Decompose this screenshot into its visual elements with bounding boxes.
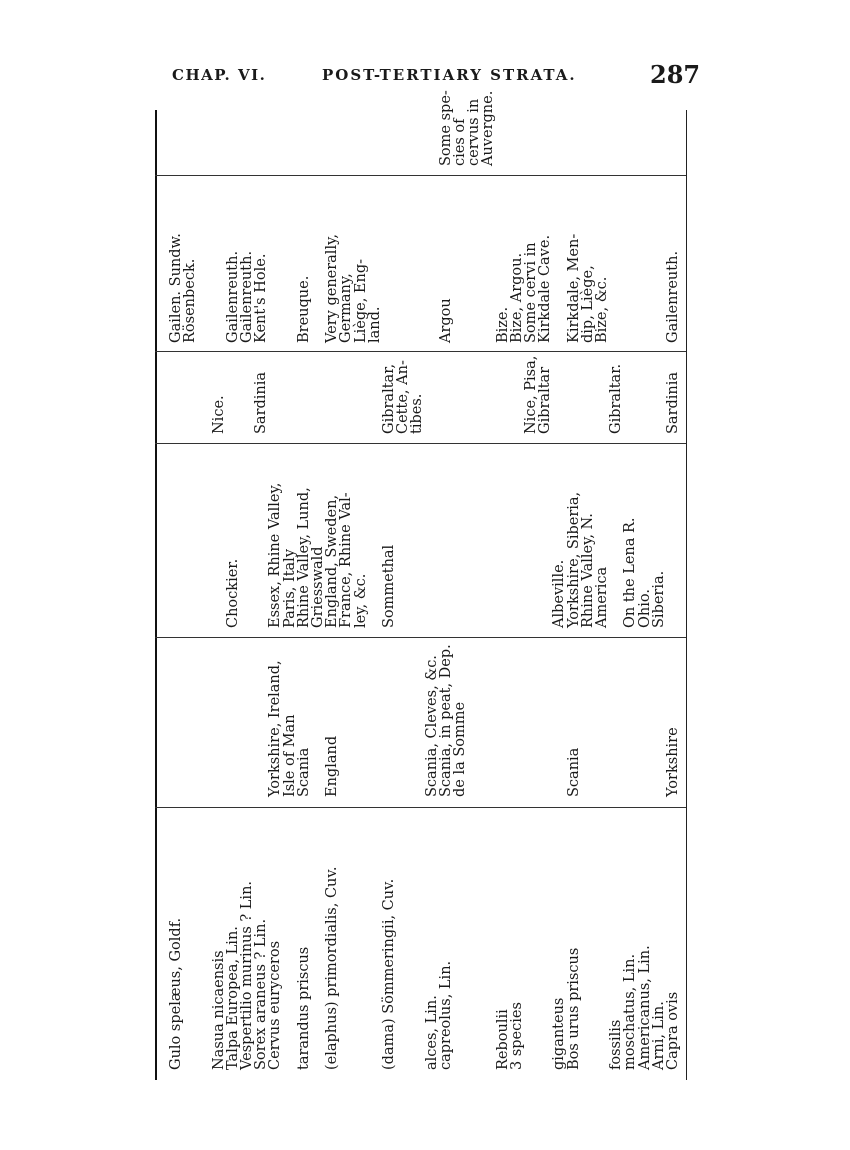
- table-row: [297, 110, 311, 1080]
- cave-locality: Kirkdale Cave.: [537, 234, 554, 343]
- chapter-label: CHAP. VI.: [172, 66, 267, 84]
- europe-locality: On the Lena R.: [622, 517, 639, 628]
- table-row: [283, 110, 297, 1080]
- south-europe-locality: Cette, An-: [395, 360, 412, 434]
- europe-locality: Ohio.: [636, 589, 653, 628]
- europe-locality: Rhine Valley, Lund,: [295, 487, 312, 628]
- other-locality: cervus in: [466, 98, 483, 166]
- species-name: (elaphus) primordialis, Cuv.: [324, 866, 341, 1070]
- species-name: Vespertilio murinus ? Lin.: [239, 880, 255, 1070]
- south-europe-locality: Gibraltar.: [608, 363, 625, 434]
- britain-locality: de la Somme: [452, 701, 468, 797]
- cave-locality: Gailenreuth.: [665, 250, 681, 343]
- table-row: [453, 110, 467, 1080]
- species-name: alces, Lin.: [423, 995, 440, 1070]
- table-row: [169, 110, 183, 1080]
- table-row: [538, 110, 552, 1080]
- running-head: [0, 60, 850, 92]
- south-europe-locality: Gibraltar: [537, 366, 554, 434]
- species-name: Nasua nicaensis: [210, 950, 227, 1070]
- europe-locality: Griesswald: [310, 546, 326, 628]
- south-europe-locality: Sardinia: [253, 371, 270, 434]
- south-europe-locality: Nice.: [210, 395, 227, 434]
- species-name: moschatus, Lin.: [622, 953, 639, 1070]
- cave-locality: Bize, Argou.: [508, 252, 525, 343]
- other-locality: cies of: [452, 118, 468, 166]
- table-row: [311, 110, 325, 1080]
- species-name: giganteus: [551, 997, 568, 1070]
- species-name: 3 species: [508, 1002, 525, 1070]
- table-row: [480, 90, 497, 1080]
- other-locality: Some spe-: [437, 90, 454, 166]
- table-row: [254, 110, 268, 1080]
- species-name: Arni, Lin.: [650, 1001, 667, 1070]
- europe-locality: England, Sweden,: [324, 494, 341, 628]
- cave-locality: Gailen. Sundw.: [168, 233, 184, 343]
- table-row: [552, 110, 566, 1080]
- table-row: [410, 110, 424, 1080]
- species-name: Americanus, Lin.: [636, 945, 653, 1070]
- europe-locality: America: [594, 566, 610, 628]
- britain-locality: Scania, Cleves, &c.: [423, 655, 440, 797]
- britain-locality: Scania, in peat, Dep.: [437, 644, 454, 797]
- table-row: [666, 110, 680, 1080]
- table-row: [581, 110, 595, 1080]
- page-title: POST-TERTIARY STRATA.: [322, 66, 577, 84]
- table-row: [510, 110, 524, 1080]
- table-row: [268, 110, 282, 1080]
- table-row: [183, 110, 197, 1080]
- species-name: Reboulii: [494, 1009, 511, 1070]
- britain-locality: Isle of Man: [281, 714, 298, 797]
- species-name: Sorex araneus ? Lin.: [253, 918, 270, 1070]
- cave-locality: land.: [366, 306, 383, 343]
- cave-locality: Kirkdale, Men-: [565, 233, 582, 343]
- south-europe-locality: Nice, Pisa,: [523, 355, 539, 434]
- cave-locality: Rösenbeck.: [182, 258, 199, 343]
- cave-locality: Kent's Hole.: [253, 253, 270, 343]
- table-row: [524, 110, 538, 1080]
- table-row: [466, 98, 483, 1080]
- cave-locality: Germany,: [338, 273, 355, 343]
- south-europe-locality: tibes.: [409, 393, 426, 434]
- europe-locality: France, Rhine Val-: [338, 492, 355, 628]
- europe-locality: Yorkshire, Siberia,: [565, 491, 582, 628]
- table-row: [595, 110, 609, 1080]
- species-name: tarandus priscus: [295, 946, 312, 1070]
- britain-locality: England: [324, 735, 341, 797]
- table-row: [354, 110, 368, 1080]
- table-row: [382, 110, 396, 1080]
- table-row: [226, 110, 240, 1080]
- cave-locality: dip, Liège,: [579, 265, 596, 343]
- page-number: 287: [650, 60, 701, 89]
- table-top-rule: [155, 110, 157, 1080]
- cave-locality: Bize, &c.: [594, 276, 610, 343]
- britain-locality: Scania: [295, 747, 312, 797]
- europe-locality: Siberia.: [650, 570, 667, 628]
- europe-locality: Rhine Valley, N.: [579, 513, 596, 628]
- species-name: Bos urus priscus: [565, 947, 582, 1070]
- europe-locality: ley, &c.: [352, 573, 369, 628]
- europe-locality: Albeville.: [551, 559, 568, 628]
- species-name: Gulo spelæus, Goldf.: [168, 917, 184, 1070]
- europe-locality: Essex, Rhine Valley,: [267, 482, 284, 628]
- species-name: Cervus euryceros: [267, 940, 284, 1070]
- table-row: [240, 110, 254, 1080]
- south-europe-locality: Gibraltar,: [381, 363, 397, 434]
- europe-locality: Chockier.: [224, 558, 241, 628]
- species-name: (dama) Sömmeringii, Cuv.: [381, 878, 397, 1070]
- table-row: [212, 110, 226, 1080]
- species-name: Talpa Europea, Lin.: [224, 926, 241, 1070]
- europe-locality: Paris, Italy: [281, 548, 298, 628]
- cave-locality: Argou: [437, 298, 454, 343]
- table-row: [609, 110, 623, 1080]
- table-row: [623, 110, 637, 1080]
- cave-locality: Bize.: [494, 306, 511, 343]
- species-name: fossilis: [608, 1019, 625, 1070]
- britain-locality: Yorkshire: [665, 727, 681, 797]
- table-row: [567, 110, 581, 1080]
- table-row: [197, 110, 211, 1080]
- table-row: [325, 110, 339, 1080]
- table-bottom-rule: [686, 110, 687, 1080]
- cave-locality: Some cervi in: [523, 242, 539, 343]
- south-europe-locality: Sardinia: [665, 371, 681, 434]
- cave-locality: Liège, Eng-: [352, 258, 369, 343]
- britain-locality: Scania: [565, 747, 582, 797]
- table-row: [496, 110, 510, 1080]
- cave-locality: Gailenreuth.: [224, 250, 241, 343]
- cave-locality: Very generally,: [324, 234, 341, 343]
- table-row: [396, 110, 410, 1080]
- species-name: capreolus, Lin.: [437, 960, 454, 1070]
- table-row: [638, 110, 652, 1080]
- table-row: [437, 90, 454, 1080]
- species-name: Capra ovis: [665, 991, 681, 1070]
- cave-locality: Gailenreuth.: [239, 250, 255, 343]
- europe-locality: Sommethal: [381, 544, 397, 628]
- table-row: [652, 110, 666, 1080]
- cave-locality: Breuque.: [295, 275, 312, 343]
- other-locality: Auvergne.: [480, 90, 497, 166]
- species-distribution-table: [155, 90, 695, 1080]
- table-row: [425, 110, 439, 1080]
- britain-locality: Yorkshire, Ireland,: [267, 660, 284, 797]
- table-row: [339, 110, 353, 1080]
- table-row: [368, 110, 382, 1080]
